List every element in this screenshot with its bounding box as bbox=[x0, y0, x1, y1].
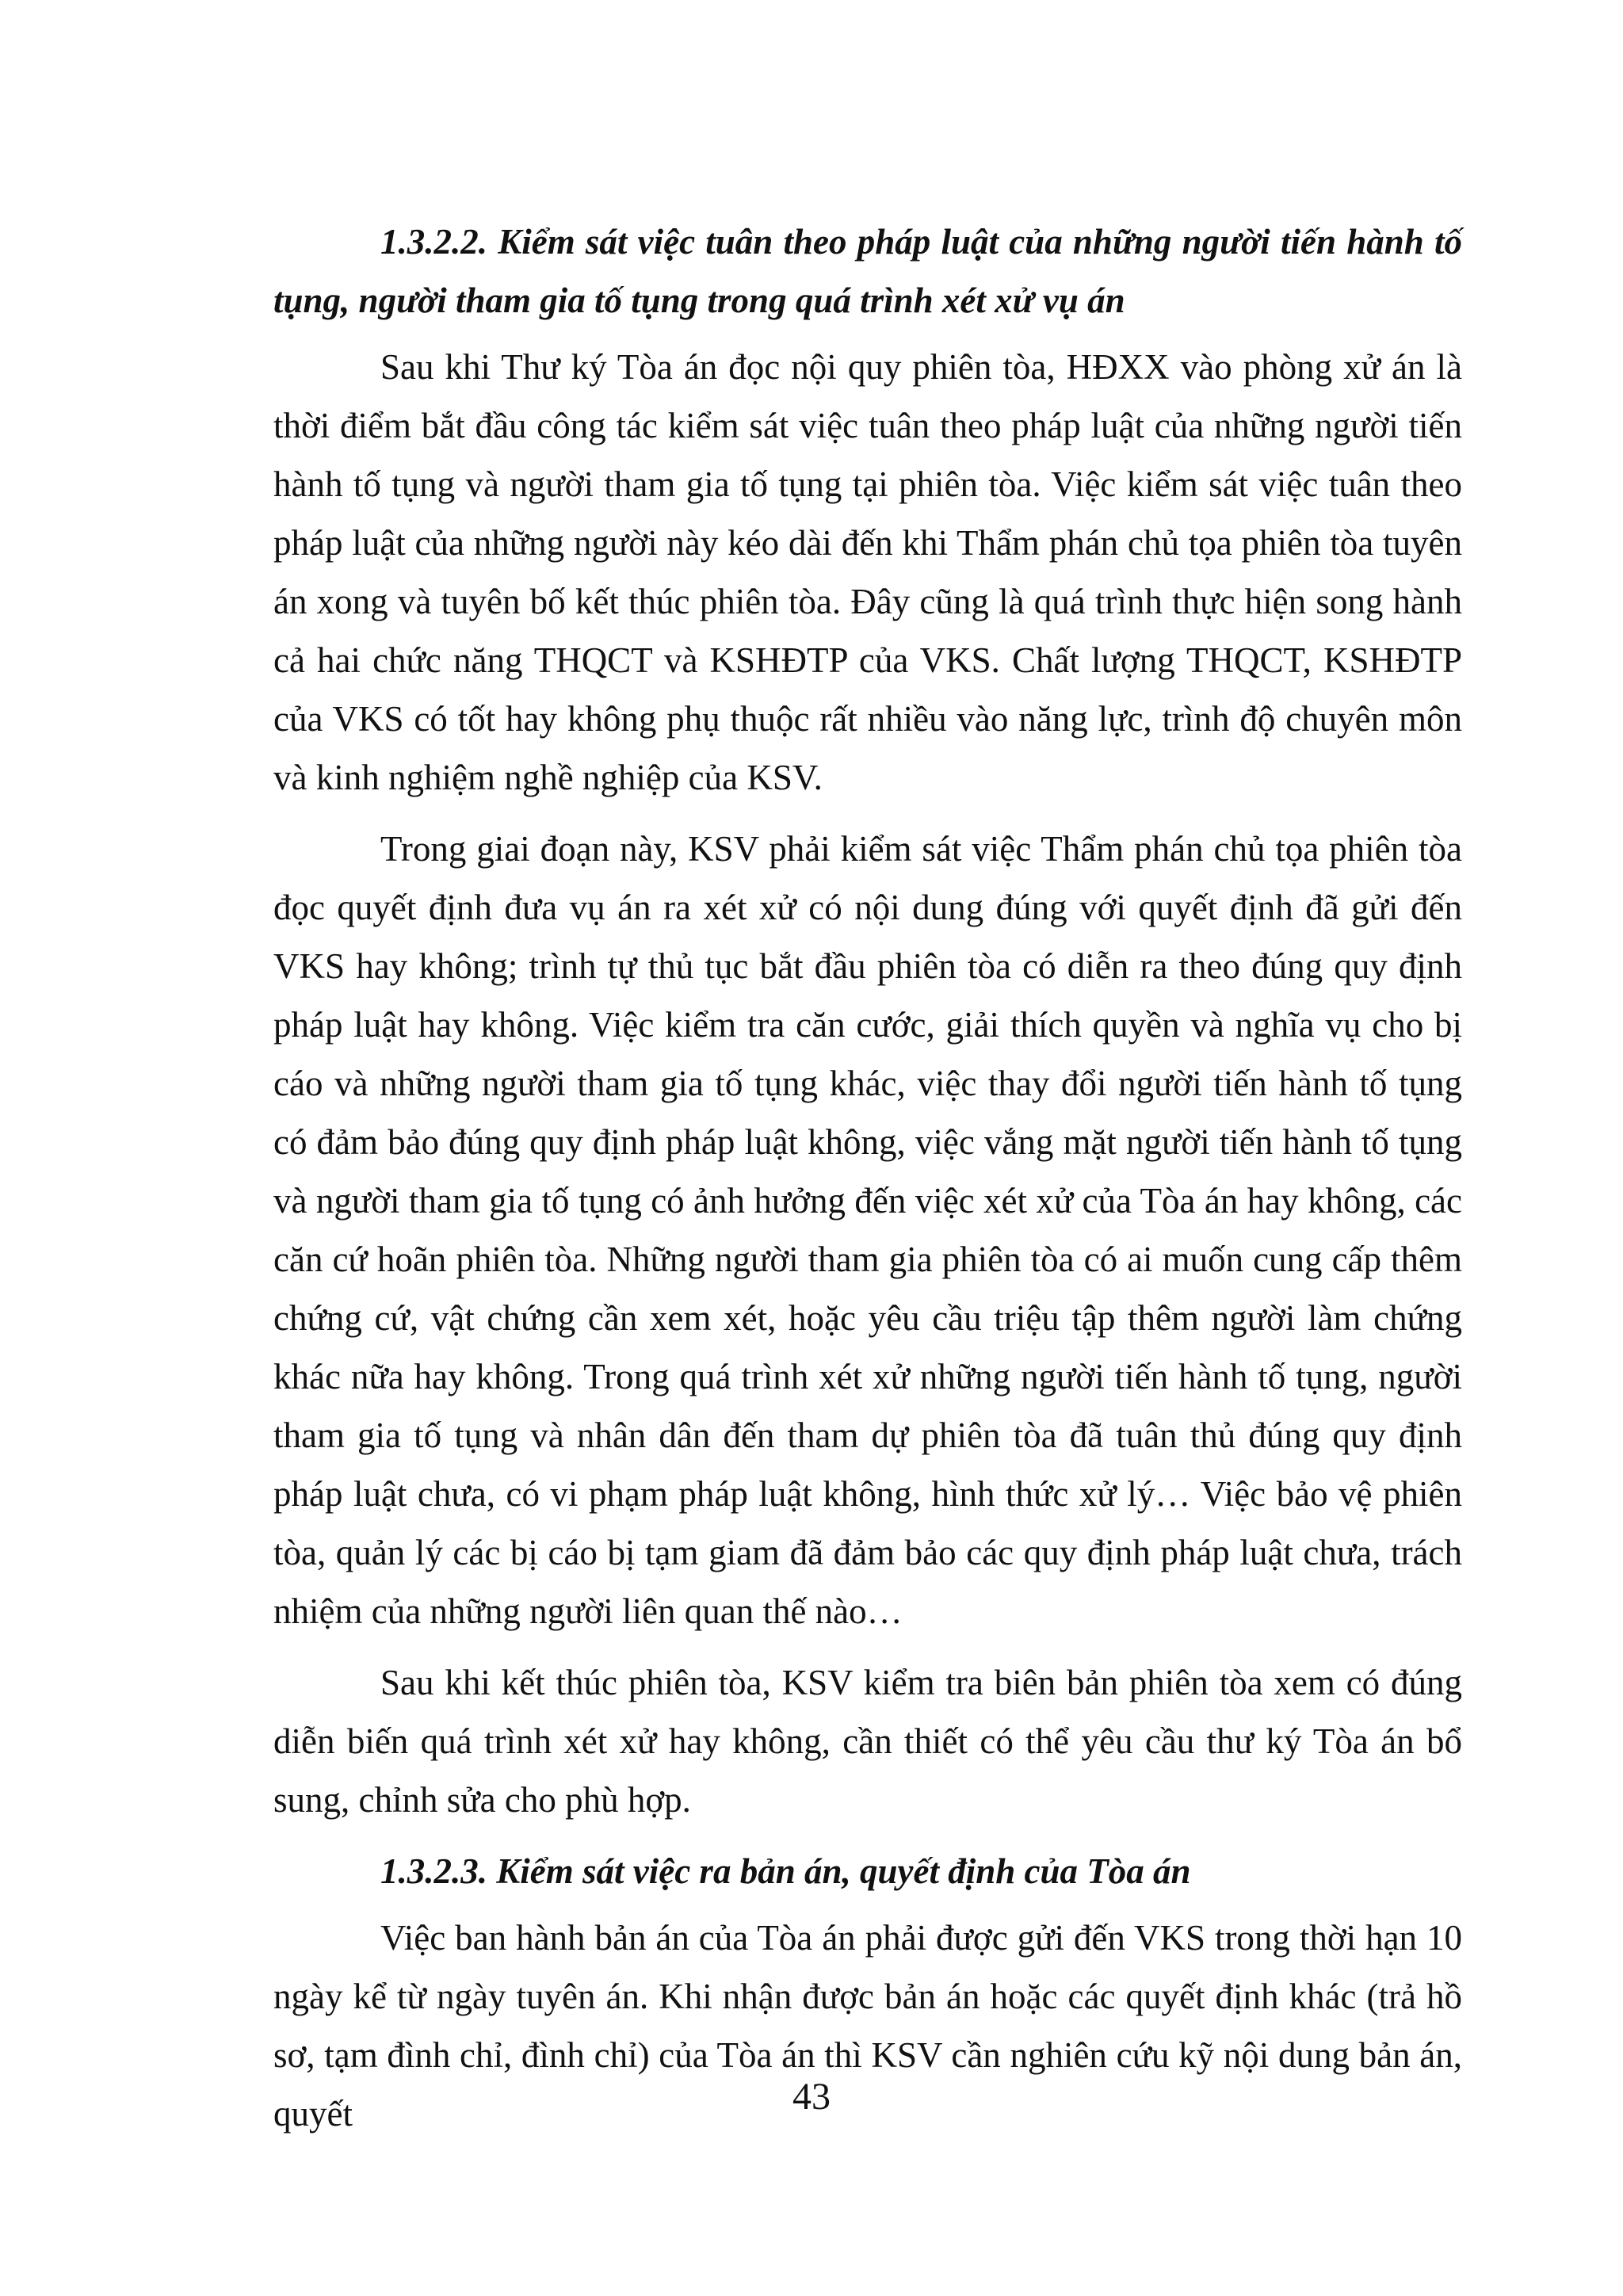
paragraph: Trong giai đoạn này, KSV phải kiểm sát việc Thẩm phán chủ tọa phiên tòa đọc quyết định đưa vụ án ra xét xử có nội dung đúng với quyết định đã gửi đến VKS hay không; trình tự thủ tục bắt đầu phiên tòa có diễn ra theo đúng quy định pháp luật hay không. Việc kiểm tra căn cước, giải thích quyền và nghĩa vụ cho bị cáo và những người tham gia tố tụng khác, việc thay đổi người tiến hành tố tụng có đảm bảo đúng quy định pháp luật không, việc vắng mặt người tiến hành tố tụng và người tham gia tố tụng có ảnh hưởng đến việc xét xử của Tòa án hay không, các căn cứ hoãn phiên tòa. Những người tham gia phiên tòa có ai muốn cung cấp thêm chứng cứ, vật chứng cần xem xét, hoặc yêu cầu triệu tập thêm người làm chứng khác nữa hay không. Trong quá trình xét xử những người tiến hành tố tụng, người tham gia tố tụng và nhân dân đến tham dự phiên tòa đã tuân thủ đúng quy định pháp luật chưa, có vi phạm pháp luật không, hình thức xử lý… Việc bảo vệ phiên tòa, quản lý các bị cáo bị tạm giam đã đảm bảo các quy định pháp luật chưa, trách nhiệm của những người liên quan thế nào… bbox=[273, 829, 1462, 1631]
paragraph: Sau khi Thư ký Tòa án đọc nội quy phiên tòa, HĐXX vào phòng xử án là thời điểm bắt đầu công tác kiểm sát việc tuân theo pháp luật của những người tiến hành tố tụng và người tham gia tố tụng tại phiên tòa. Việc kiểm sát việc tuân theo pháp luật của những người này kéo dài đến khi Thẩm phán chủ tọa phiên tòa tuyên án xong và tuyên bố kết thúc phiên tòa. Đây cũng là quá trình thực hiện song hành cả hai chức năng THQCT và KSHĐTP của VKS. Chất lượng THQCT, KSHĐTP của VKS có tốt hay không phụ thuộc rất nhiều vào năng lực, trình độ chuyên môn và kinh nghiệm nghề nghiệp của KSV. bbox=[273, 347, 1462, 797]
section-heading-1-3-2-3: 1.3.2.3. Kiểm sát việc ra bản án, quyết định của Tòa án bbox=[380, 1851, 1191, 1891]
paragraph: Sau khi kết thúc phiên tòa, KSV kiểm tra biên bản phiên tòa xem có đúng diễn biến quá trình xét xử hay không, cần thiết có thể yêu cầu thư ký Tòa án bổ sung, chỉnh sửa cho phù hợp. bbox=[273, 1663, 1462, 1820]
page-number: 43 bbox=[792, 2076, 831, 2118]
page-body bbox=[273, 212, 1462, 2143]
paragraph: Việc ban hành bản án của Tòa án phải được gửi đến VKS trong thời hạn 10 ngày kể từ ngày tuyên án. Khi nhận được bản án hoặc các quyết định khác (trả hồ sơ, tạm đình chỉ, đình chỉ) của Tòa án thì KSV cần nghiên cứu kỹ nội dung bản án, quyết bbox=[273, 1918, 1462, 2134]
section-heading-1-3-2-2: 1.3.2.2. Kiểm sát việc tuân theo pháp luật của những người tiến hành tố tụng, người tham gia tố tụng trong quá trình xét xử vụ án bbox=[273, 222, 1462, 320]
